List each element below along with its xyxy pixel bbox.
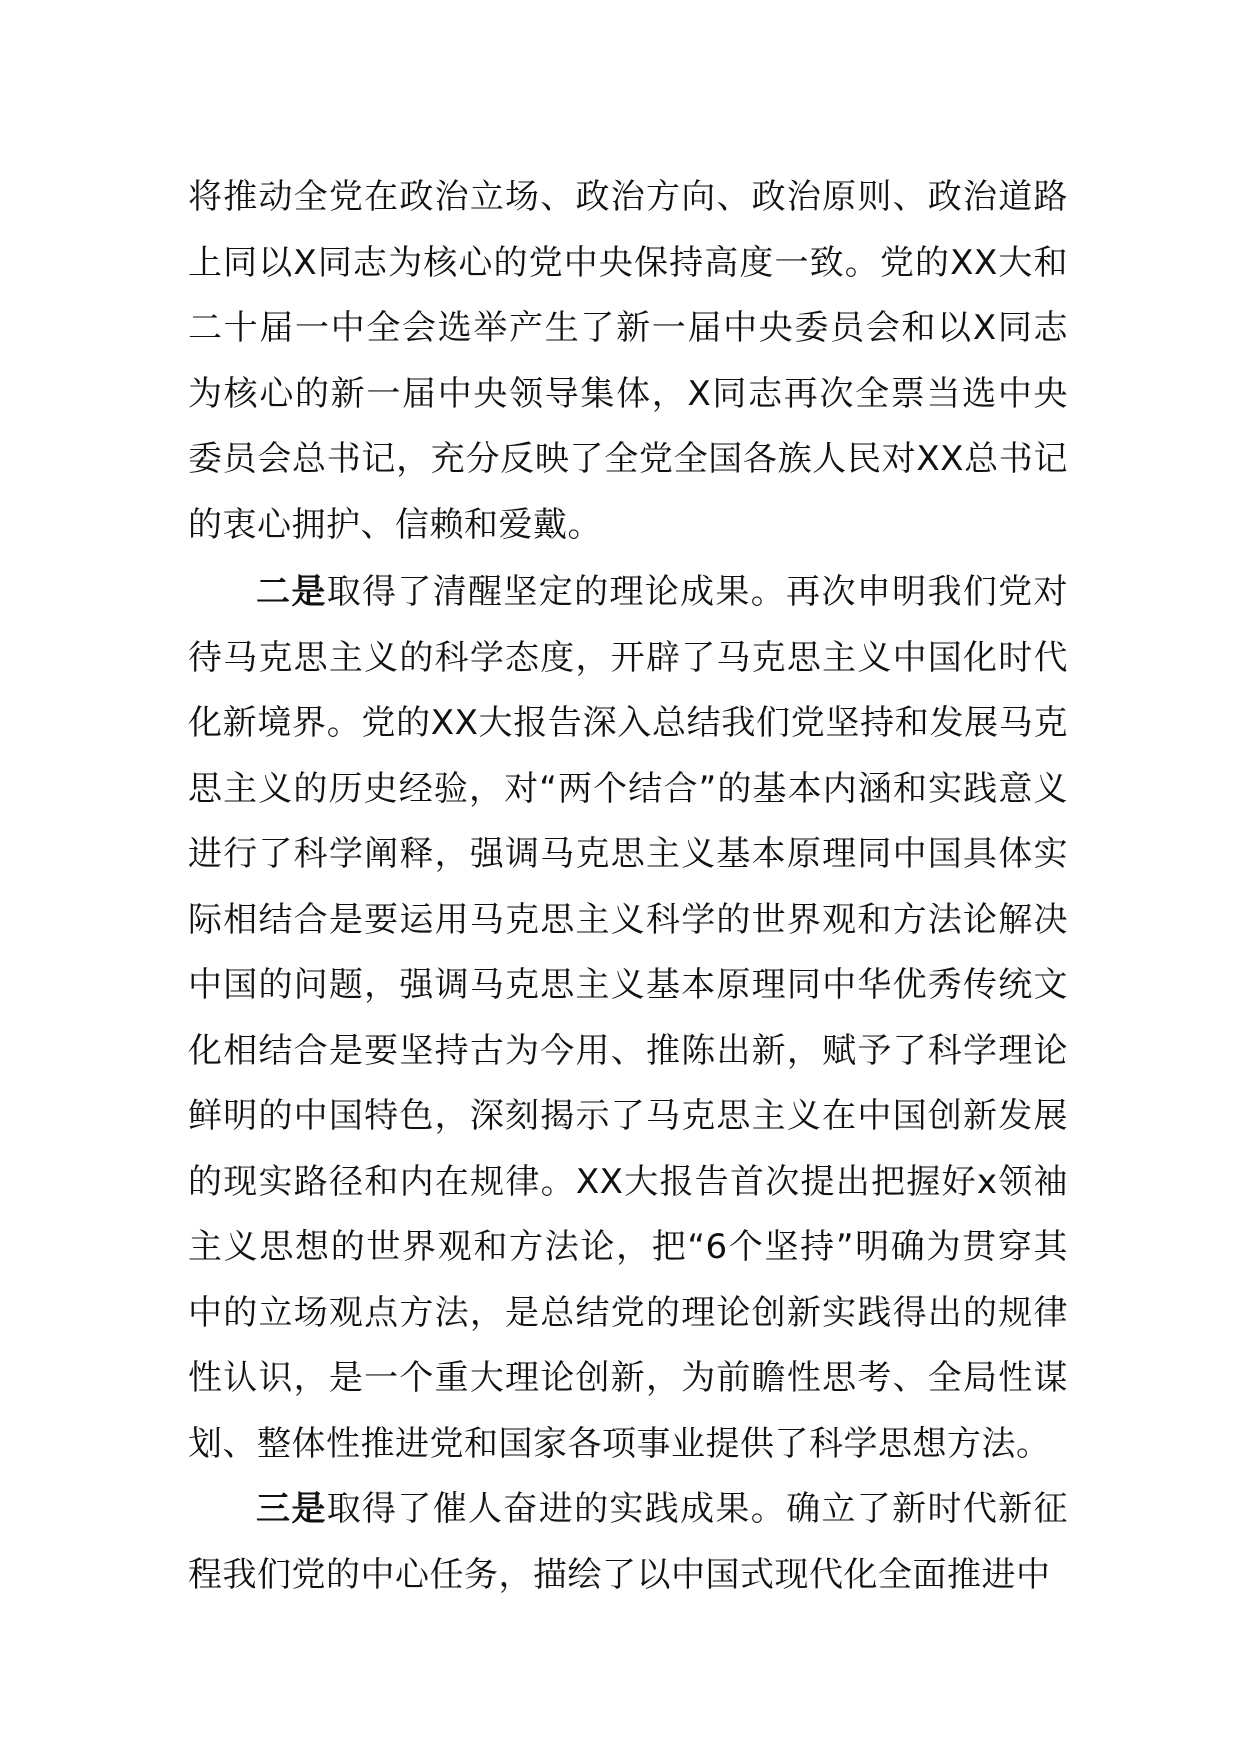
paragraph-3-text: 取得了催人奋进的实践成果。确立了新时代新征程我们党的中心任务，描绘了以中国式现代化全面推进中 bbox=[188, 1489, 1069, 1595]
paragraph-2 bbox=[188, 560, 1068, 1477]
paragraph-2-body bbox=[188, 560, 1068, 1477]
paragraph-3-lead: 三是 bbox=[256, 1489, 327, 1529]
paragraph-3 bbox=[188, 1477, 1068, 1608]
paragraph-2-text: 取得了清醒坚定的理论成果。再次申明我们党对待马克思主义的科学态度，开辟了马克思主义中国化时代化新境界。党的XX大报告深入总结我们党坚持和发展马克思主义的历史经验，对“两个结合”的基本内涵和实践意义进行了科学阐释，强调马克思主义基本原理同中国具体实际相结合是要运用马克思主义科学的世界观和方法论解决中国的问题，强调马克思主义基本原理同中华优秀传统文化相结合是要坚持古为今用、推陈出新，赋予了科学理论鲜明的中国特色，深刻揭示了马克思主义在中国创新发展的现实路径和内在规律。XX大报告首次提出把握好x领袖主义思想的世界观和方法论，把“6个坚持”明确为贯穿其中的立场观点方法，是总结党的理论创新实践得出的规律性认识，是一个重大理论创新，为前瞻性思考、全局性谋划、整体性推进党和国家各项事业提供了科学思想方法。 bbox=[188, 572, 1069, 1464]
paragraph-3-body bbox=[188, 1477, 1068, 1608]
paragraph-continuation bbox=[188, 165, 1068, 558]
paragraph-1-text: 将推动全党在政治立场、政治方向、政治原则、政治道路上同以X同志为核心的党中央保持高度一致。党的XX大和二十届一中全会选举产生了新一届中央委员会和以X同志为核心的新一届中央领导集体，X同志再次全票当选中央委员会总书记，充分反映了全党全国各族人民对XX总书记的衷心拥护、信赖和爱戴。 bbox=[188, 177, 1068, 545]
paragraph-2-lead: 二是 bbox=[256, 572, 327, 612]
